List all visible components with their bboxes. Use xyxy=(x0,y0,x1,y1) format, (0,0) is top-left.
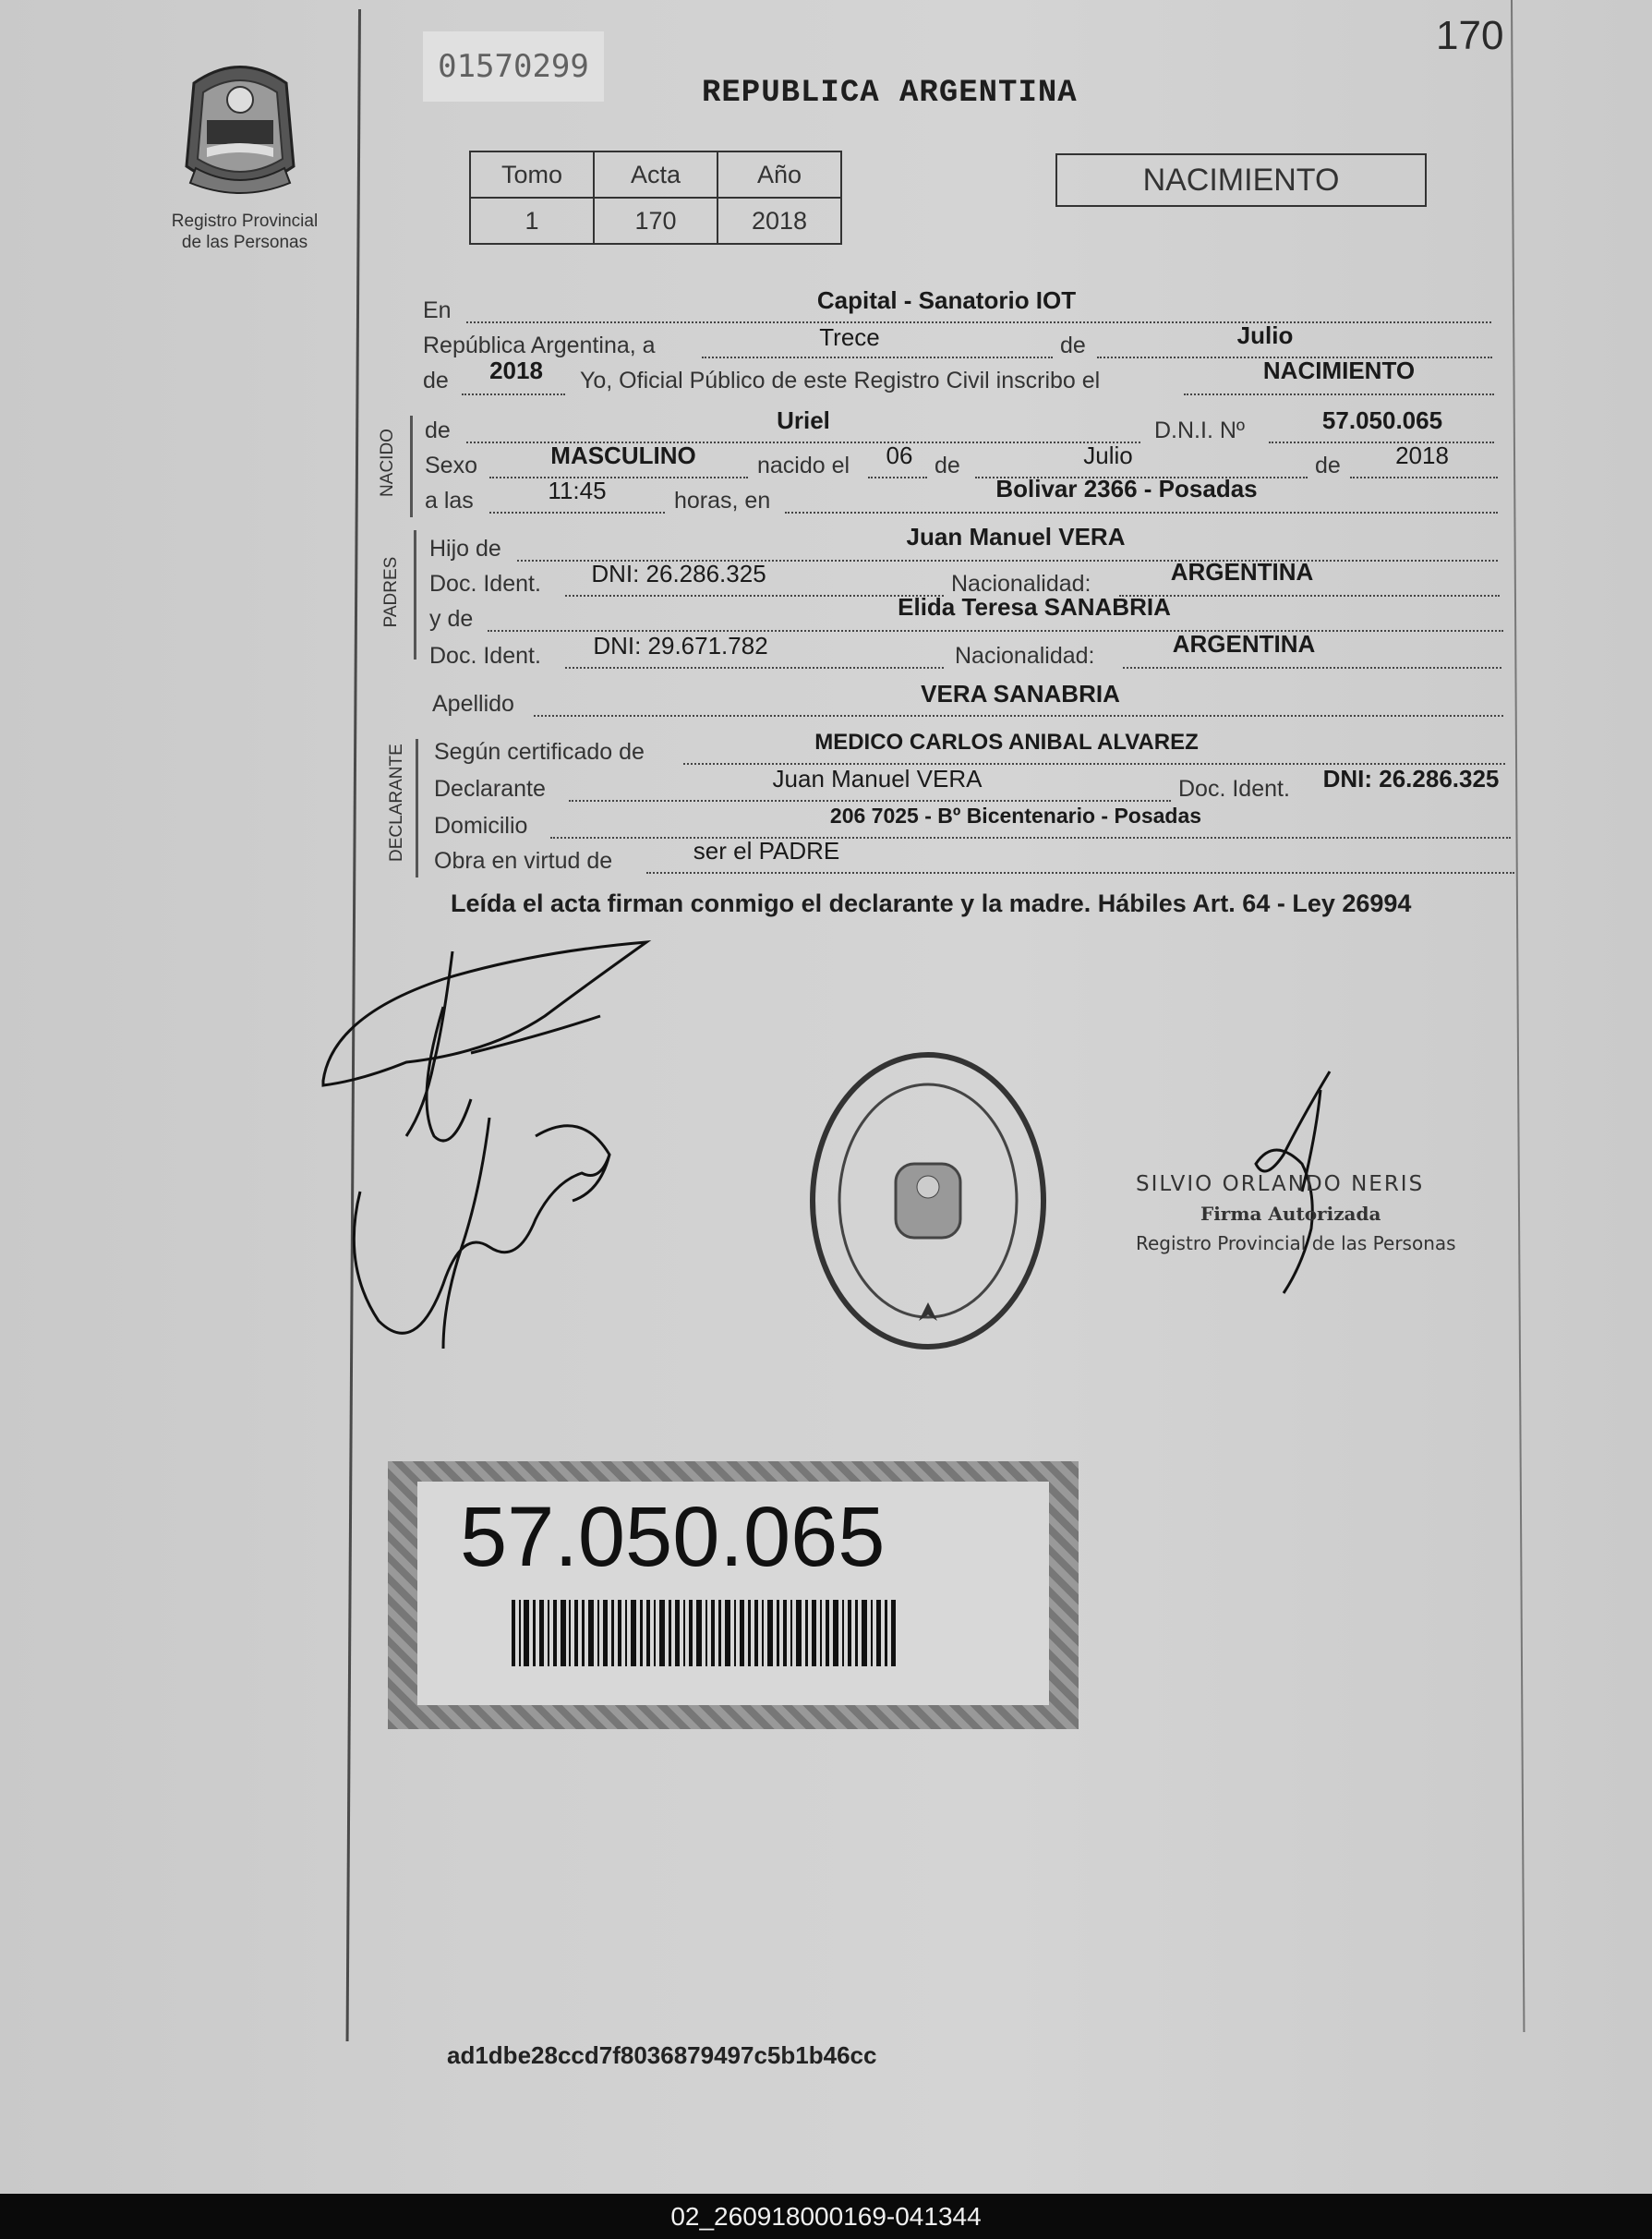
padres-section-label: PADRES xyxy=(381,556,401,628)
seal-text xyxy=(1145,1321,1146,1322)
madre-doc: DNI: 29.671.782 xyxy=(593,632,768,660)
hijo-de-label: Hijo de xyxy=(429,536,501,562)
barcode-icon xyxy=(512,1600,899,1666)
acta-header: Acta xyxy=(594,151,717,198)
fecha-label: República Argentina, a xyxy=(423,333,656,358)
nacido-hora: 11:45 xyxy=(548,477,607,504)
registry-line-1: Registro Provincial xyxy=(171,212,319,231)
official-name: SILVIO ORLANDO NERIS xyxy=(1136,1172,1425,1196)
padre-doc: DNI: 26.286.325 xyxy=(591,560,766,587)
padre-doc-label: Doc. Ident. xyxy=(429,571,541,597)
ano-value: 2018 xyxy=(717,198,841,244)
nacido-de-label: de xyxy=(425,418,451,443)
seal-outer xyxy=(1145,1321,1146,1322)
leida-text: Leída el acta firman conmigo el declarante y la madre. Hábiles Art. 64 - Ley 26994 xyxy=(451,890,1412,917)
madre-nac-label: Nacionalidad: xyxy=(955,643,1095,669)
declarante-doc-label: Doc. Ident. xyxy=(1178,776,1290,802)
declarante-doc: DNI: 26.286.325 xyxy=(1322,765,1500,793)
inscribe-de-label: de xyxy=(423,368,449,393)
apellido-label: Apellido xyxy=(432,691,514,717)
inscribe-text: Yo, Oficial Público de este Registro Civil inscribo el xyxy=(580,368,1101,393)
official-registry: Registro Provincial de las Personas xyxy=(1136,1232,1456,1254)
nacido-dni: 57.050.065 xyxy=(1321,406,1443,434)
nacido-de2-label: de xyxy=(935,453,960,478)
domicilio-value: 206 7025 - Bº Bicentenario - Posadas xyxy=(829,804,1202,828)
tomo-header: Tomo xyxy=(470,151,594,198)
tomo-value: 1 xyxy=(470,198,594,244)
official-seal-icon xyxy=(803,1044,1053,1358)
madre-doc-label: Doc. Ident. xyxy=(429,643,541,669)
section-bracket xyxy=(414,530,416,660)
nacido-anio: 2018 xyxy=(1395,442,1449,469)
registry-label xyxy=(157,211,332,253)
hora-label: a las xyxy=(425,488,474,514)
y-de-label: y de xyxy=(429,606,474,632)
horas-en-label: horas, en xyxy=(674,488,771,514)
declarante-label: Declarante xyxy=(434,776,546,802)
official-role: Firma Autorizada xyxy=(1200,1203,1381,1225)
nacido-el-label: nacido el xyxy=(757,453,850,478)
madre-nacionalidad: ARGENTINA xyxy=(1172,630,1316,658)
padre-nacionalidad: ARGENTINA xyxy=(1170,558,1314,586)
apellido-value: VERA SANABRIA xyxy=(921,680,1120,708)
tomo-acta-ano-table xyxy=(469,151,842,245)
ano-header: Año xyxy=(717,151,841,198)
footer-id: 02_260918000169-041344 xyxy=(0,2194,1652,2239)
section-bracket xyxy=(410,416,413,517)
section-bracket xyxy=(416,739,418,877)
document-title: REPUBLICA ARGENTINA xyxy=(702,76,1078,111)
sexo-label: Sexo xyxy=(425,453,477,478)
act-type-box: NACIMIENTO xyxy=(1055,153,1427,207)
nacido-dia: 06 xyxy=(886,442,913,469)
document-hash: ad1dbe28ccd7f8036879497c5b1b46cc xyxy=(447,2041,877,2069)
acta-value: 170 xyxy=(594,198,717,244)
signature-declarante xyxy=(305,914,693,1395)
provincial-coat-of-arms-icon xyxy=(175,55,305,203)
inscribe-anio: 2018 xyxy=(489,357,543,384)
obra-label: Obra en virtud de xyxy=(434,848,613,874)
padre-nombre: Juan Manuel VERA xyxy=(906,523,1126,551)
declarante-nombre: Juan Manuel VERA xyxy=(772,765,983,793)
nacido-mes: Julio xyxy=(1083,442,1133,469)
fecha-mes: Julio xyxy=(1236,321,1294,349)
right-margin-line xyxy=(1511,0,1525,2032)
padre-nac-label: Nacionalidad: xyxy=(951,571,1091,597)
inscribe-acto: NACIMIENTO xyxy=(1262,357,1416,384)
domicilio-label: Domicilio xyxy=(434,813,528,839)
dni-label: D.N.I. Nº xyxy=(1154,418,1246,443)
nacido-de3-label: de xyxy=(1315,453,1341,478)
dni-sticker xyxy=(388,1461,1079,1729)
certificado-label: Según certificado de xyxy=(434,739,645,765)
serial-number: 01570299 xyxy=(423,31,604,102)
lugar-value: Capital - Sanatorio IOT xyxy=(816,286,1077,314)
declarante-section-label: DECLARANTE xyxy=(387,744,406,862)
fecha-de-label: de xyxy=(1060,333,1086,358)
lugar-label: En xyxy=(423,297,452,323)
nacido-lugar: Bolivar 2366 - Posadas xyxy=(995,475,1258,502)
dni-sticker-number: 57.050.065 xyxy=(460,1490,886,1584)
nacido-nombre: Uriel xyxy=(777,406,830,434)
certificado-value: MEDICO CARLOS ANIBAL ALVAREZ xyxy=(814,730,1199,755)
nacido-section-label: NACIDO xyxy=(378,429,397,497)
page-number: 170 xyxy=(1436,13,1504,58)
obra-value: ser el PADRE xyxy=(693,837,840,865)
sexo-value: MASCULINO xyxy=(550,442,696,469)
fecha-dia: Trece xyxy=(819,323,880,351)
official-block xyxy=(1136,1169,1456,1258)
madre-nombre: Elida Teresa SANABRIA xyxy=(898,593,1171,621)
registry-line-2: de las Personas xyxy=(181,233,308,252)
